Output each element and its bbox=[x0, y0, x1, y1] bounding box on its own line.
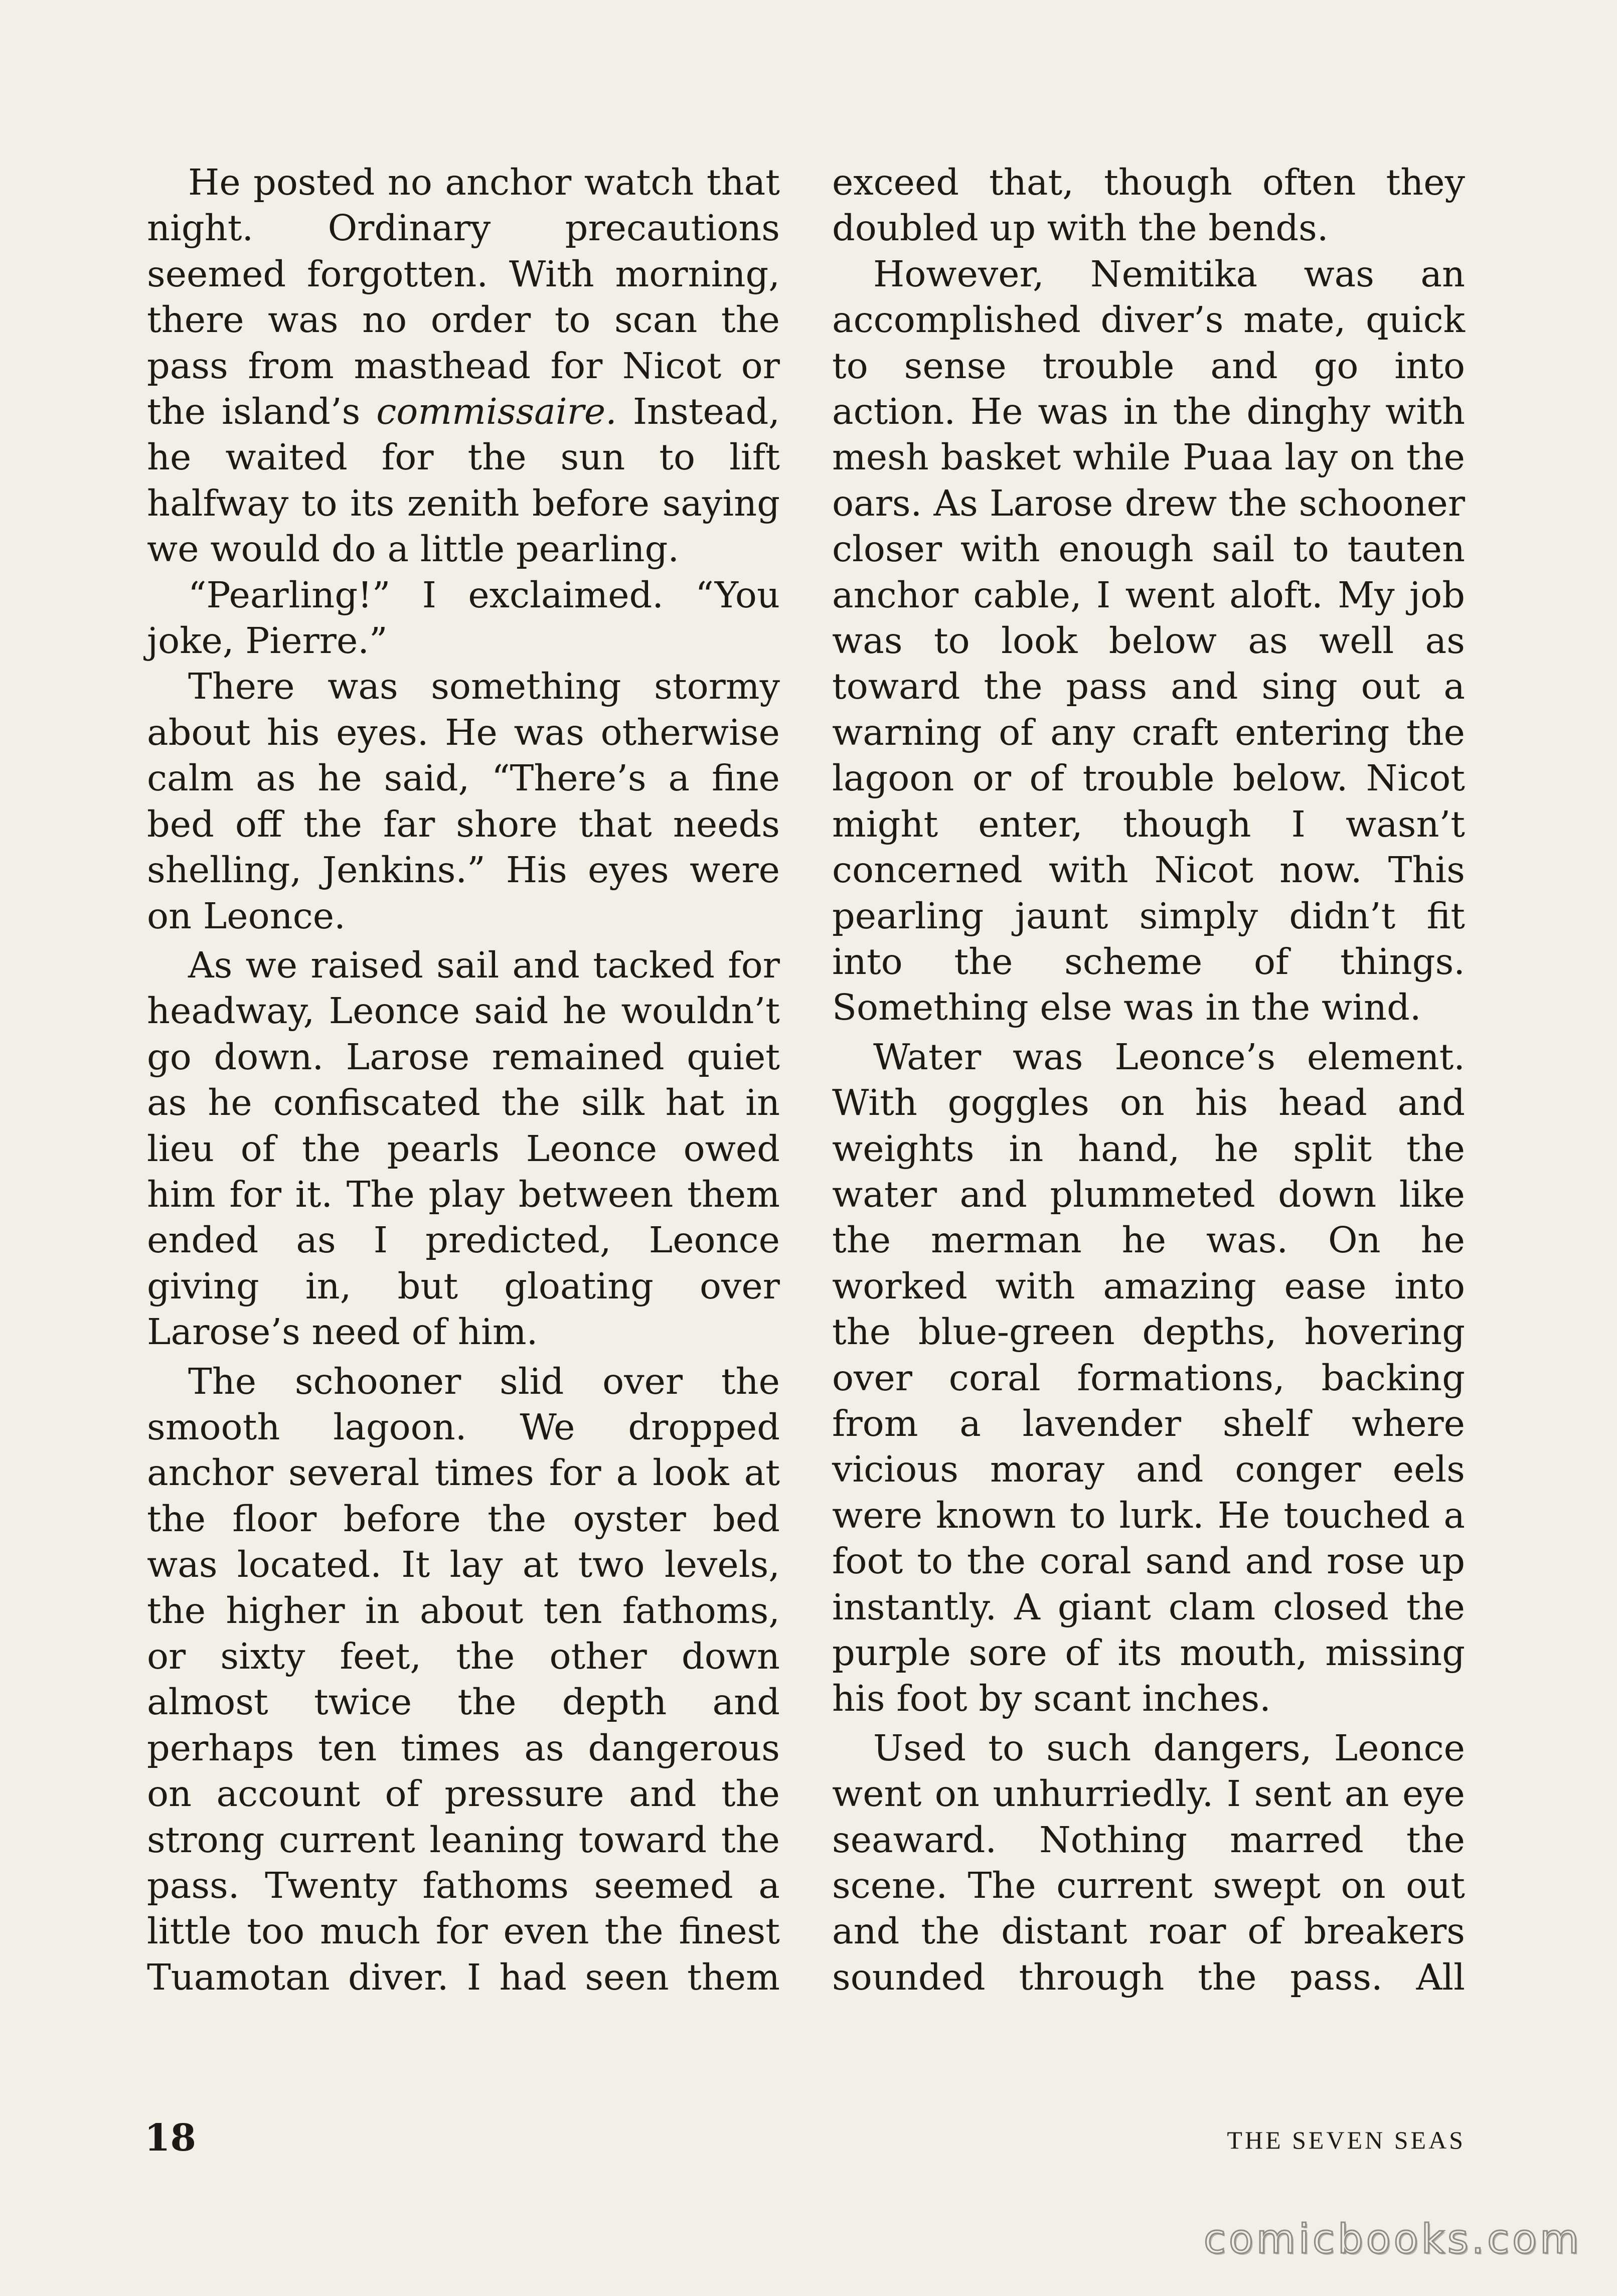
paragraph-continued: exceed that, though often they doubled up with the bends. bbox=[832, 161, 1465, 249]
paragraph bbox=[147, 159, 780, 572]
paragraph: As we raised sail and tacked for headway, Leonce said he wouldn’t go down. Larose remained quiet as he confiscated the silk hat in lieu of the pearls Leonce owed him for it. The play between them ended as I predicted, Leonce giving in, but gloating over Larose’s need of him. bbox=[147, 944, 780, 1353]
paragraph: Used to such dangers, Leonce went on unhurriedly. I sent an eye seaward. Nothing marred the scene. The current swept on out and the distant roar of breakers sounded through the pass. All bbox=[832, 1727, 1465, 1998]
paragraph-text: He posted no anchor watch that night. Ordinary precautions seemed forgotten. With morning, there was no order to scan the pass from masthead for Nicot or the island’s bbox=[147, 161, 780, 433]
paragraph: There was something stormy about his eyes. He was otherwise calm as he said, “There’s a fine bed off the far shore that needs shelling, Jenkins.” His eyes were on Leonce. bbox=[147, 666, 780, 937]
right-text-column bbox=[832, 159, 1465, 2000]
italic-term: commissaire. bbox=[376, 391, 617, 433]
publication-title: THE SEVEN SEAS bbox=[1227, 2126, 1466, 2154]
paragraph-text: Instead, he waited for the sun to lift halfway to its zenith before saying we would do a little pearling. bbox=[147, 391, 780, 570]
left-text-column bbox=[147, 159, 780, 2000]
paragraph: The schooner slid over the smooth lagoon. We dropped anchor several times for a look at the floor before the oyster bed was located. It lay at two levels, the higher in about ten fathoms, or sixty feet, the other down almost twice the depth and perhaps ten times as dangerous on account of pressure and the strong current leaning toward the pass. Twenty fathoms seemed a little too much for even the finest Tuamotan diver. I had seen them bbox=[147, 1360, 780, 1998]
watermark-logo: comicbooks.com bbox=[1203, 2216, 1582, 2262]
paragraph: However, Nemitika was an accomplished diver’s mate, quick to sense trouble and go into action. He was in the dinghy with mesh basket while Puaa lay on the oars. As Larose drew the schooner closer with enough sail to tauten anchor cable, I went aloft. My job was to look below as well as toward the pass and sing out a warning of any craft entering the lagoon or of trouble below. Nicot might enter, though I wasn’t concerned with Nicot now. This pearling jaunt simply didn’t fit into the scheme of things. Something else was in the wind. bbox=[832, 253, 1465, 1029]
page-number: 18 bbox=[144, 2116, 196, 2160]
paragraph: “Pearling!” I exclaimed. “You joke, Pierre.” bbox=[147, 574, 780, 662]
paragraph: Water was Leonce’s element. With goggles on his head and weights in hand, he split the water and plummeted down like the merman he was. On he worked with amazing ease into the blue-green depths, hovering over coral formations, backing from a lavender shelf where vicious moray and conger eels were known to lurk. He touched a foot to the coral sand and rose up instantly. A giant clam closed the purple sore of its mouth, missing his foot by scant inches. bbox=[832, 1036, 1465, 1720]
